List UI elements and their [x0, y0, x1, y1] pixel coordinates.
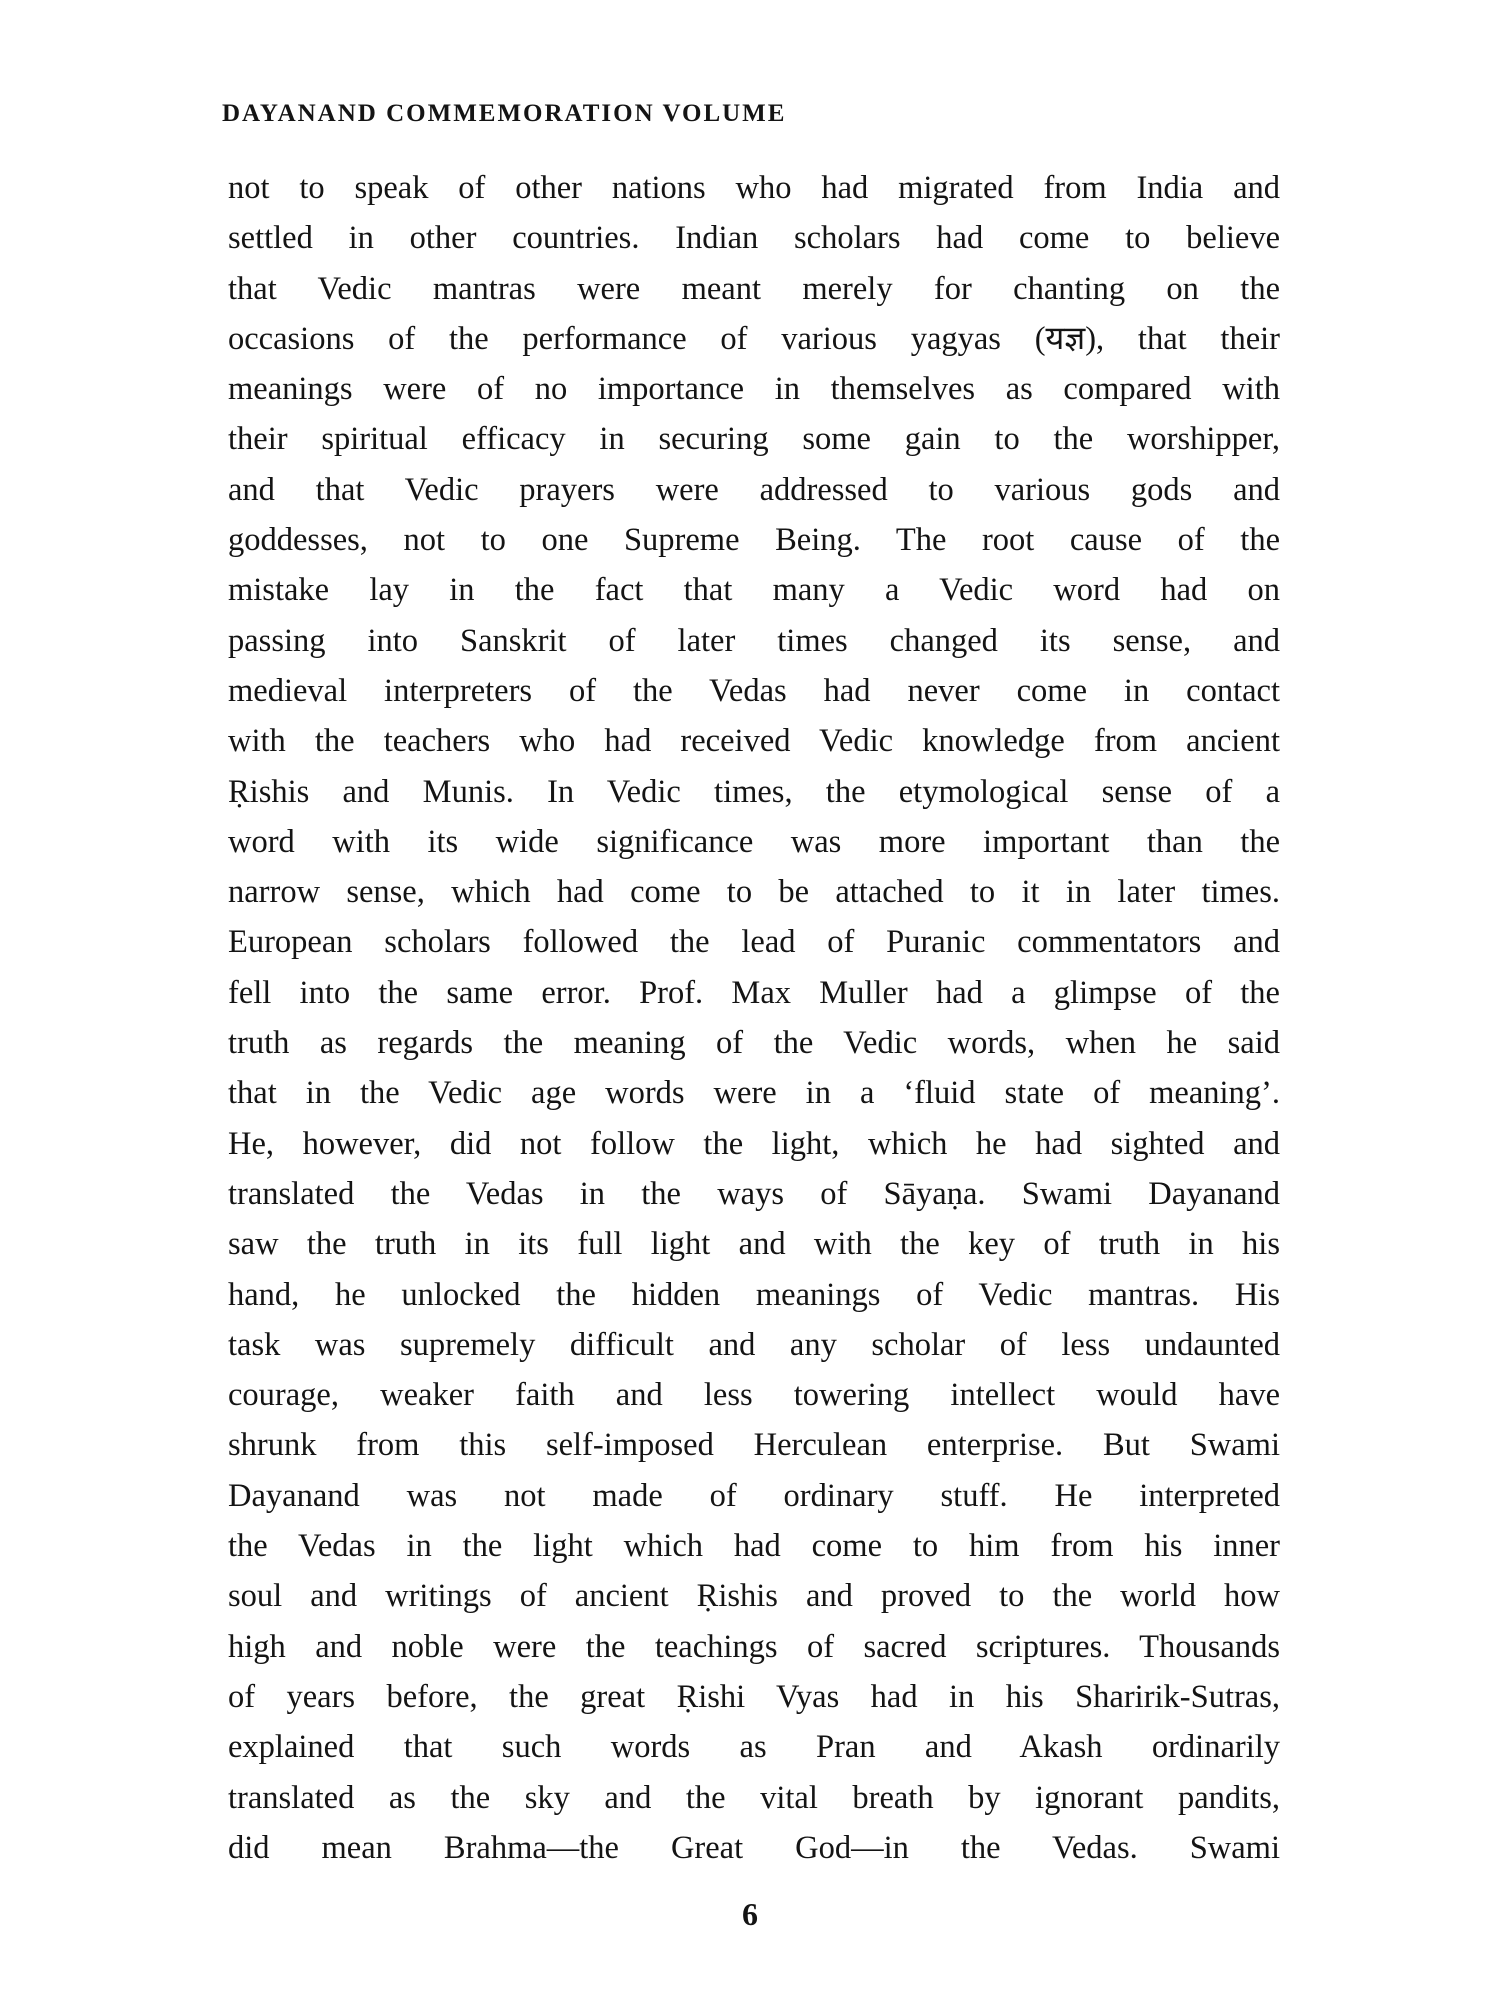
text-line: narrow sense, which had come to be attached to it in later times.: [228, 874, 1280, 911]
text-line: meanings were of no importance in themselves as compared with: [228, 371, 1280, 408]
text-line: fell into the same error. Prof. Max Muller had a glimpse of the: [228, 974, 1280, 1011]
text-line: of years before, the great Ṛishi Vyas had in his Sharirik-Sutras,: [228, 1678, 1280, 1715]
text-line: explained that such words as Pran and Akash ordinarily: [228, 1729, 1280, 1766]
text-line: the Vedas in the light which had come to him from his inner: [228, 1528, 1280, 1565]
text-line: high and noble were the teachings of sacred scriptures. Thousands: [228, 1628, 1280, 1665]
text-line: courage, weaker faith and less towering intellect would have: [228, 1377, 1280, 1414]
text-line: occasions of the performance of various yagyas (यज्ञ), that their: [228, 320, 1280, 357]
text-line: shrunk from this self-imposed Herculean enterprise. But Swami: [228, 1427, 1280, 1464]
text-line: with the teachers who had received Vedic knowledge from ancient: [228, 723, 1280, 760]
text-line: translated the Vedas in the ways of Sāyaṇa. Swami Dayanand: [228, 1175, 1280, 1212]
text-line: Dayanand was not made of ordinary stuff. He interpreted: [228, 1477, 1280, 1514]
text-line: their spiritual efficacy in securing some gain to the worshipper,: [228, 421, 1280, 458]
text-line: word with its wide significance was more important than the: [228, 823, 1280, 860]
text-line: mistake lay in the fact that many a Vedic word had on: [228, 572, 1280, 609]
running-title: DAYANAND COMMEMORATION VOLUME: [222, 100, 787, 127]
text-line: hand, he unlocked the hidden meanings of Vedic mantras. His: [228, 1276, 1280, 1313]
text-line: passing into Sanskrit of later times changed its sense, and: [228, 622, 1280, 659]
text-line: settled in other countries. Indian scholars had come to believe: [228, 220, 1280, 257]
text-line: truth as regards the meaning of the Vedic words, when he said: [228, 1025, 1280, 1062]
text-line: task was supremely difficult and any scholar of less undaunted: [228, 1326, 1280, 1363]
text-line: European scholars followed the lead of Puranic commentators and: [228, 924, 1280, 961]
text-line: that in the Vedic age words were in a ‘fluid state of meaning’.: [228, 1075, 1280, 1112]
body-text: [228, 163, 1280, 1873]
text-line: and that Vedic prayers were addressed to various gods and: [228, 471, 1280, 508]
text-line: goddesses, not to one Supreme Being. The root cause of the: [228, 522, 1280, 559]
text-line: translated as the sky and the vital breath by ignorant pandits,: [228, 1779, 1280, 1816]
text-line: did mean Brahma—the Great God—in the Vedas. Swami: [228, 1829, 1280, 1866]
text-line: saw the truth in its full light and with the key of truth in his: [228, 1226, 1280, 1263]
text-line: soul and writings of ancient Ṛishis and proved to the world how: [228, 1578, 1280, 1615]
text-line: He, however, did not follow the light, which he had sighted and: [228, 1125, 1280, 1162]
text-line: medieval interpreters of the Vedas had never come in contact: [228, 672, 1280, 709]
text-line: Ṛishis and Munis. In Vedic times, the etymological sense of a: [228, 773, 1280, 810]
text-line: not to speak of other nations who had migrated from India and: [228, 170, 1280, 206]
text-line: that Vedic mantras were meant merely for chanting on the: [228, 270, 1280, 307]
page-number: 6: [742, 1896, 758, 1932]
